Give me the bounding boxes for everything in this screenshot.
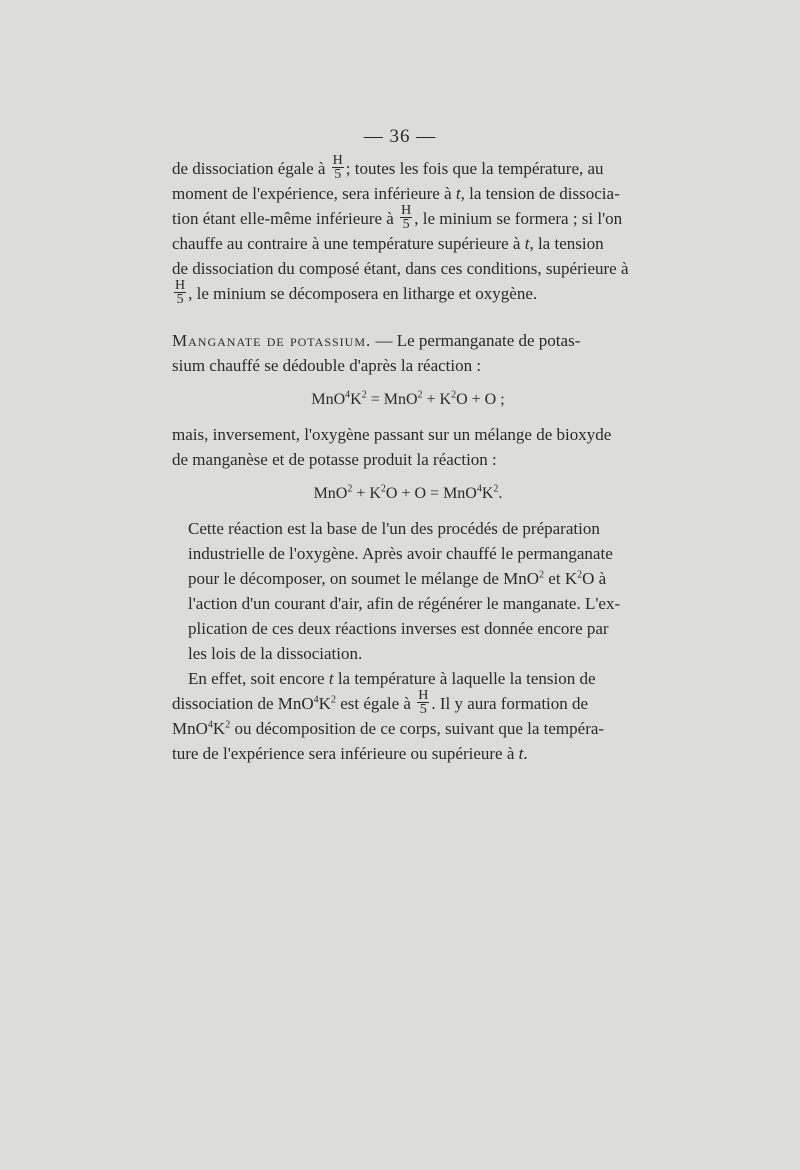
text-run: . — [523, 744, 528, 763]
eq-term: + K — [352, 485, 381, 502]
eq-term: O + O ; — [456, 391, 505, 408]
eq-superscript: 2 — [347, 483, 353, 495]
fraction-numerator: H — [332, 152, 343, 168]
eq-term: . — [498, 485, 503, 502]
text-run: . Il y aura formation de — [431, 694, 589, 713]
text-run: K — [212, 719, 226, 738]
equation-formation — [172, 481, 644, 506]
variable-t: t — [524, 234, 530, 253]
text-line: sium chauffé se dédouble d'après la réaction : — [172, 356, 482, 375]
text-run: et K — [544, 569, 578, 588]
text-line: Cette réaction est la base de l'un des procédés de préparation — [188, 519, 600, 538]
equation-decomposition — [172, 387, 644, 412]
text-run: la température à laquelle la tension de — [333, 669, 596, 688]
fraction-denominator: 5 — [419, 701, 427, 717]
fraction-h-over-5 — [417, 689, 429, 716]
variable-t: t — [455, 184, 461, 203]
text-run: , la tension de dissocia- — [460, 184, 620, 203]
text-line: plication de ces deux réactions inverses est donnée encore par — [188, 619, 609, 638]
text-run: K — [318, 694, 331, 713]
text-run: est égale à — [335, 694, 416, 713]
text-line: les lois de la dissociation. — [188, 644, 363, 663]
text-run: ou décomposition de ce corps, suivant que la tempéra- — [230, 719, 605, 738]
fraction-numerator: H — [175, 277, 186, 293]
text-line — [172, 277, 644, 307]
text-line — [172, 716, 644, 741]
text-run: MnO — [172, 719, 208, 738]
eq-term: + K — [422, 391, 452, 408]
text-line — [172, 687, 644, 717]
text-line: de dissociation du composé étant, dans ces conditions, supérieure à — [172, 259, 629, 278]
text-line — [172, 328, 644, 353]
text-run: O à — [582, 569, 607, 588]
fraction-denominator: 5 — [334, 166, 342, 182]
text-run: dissociation de MnO — [172, 694, 314, 713]
fraction-numerator: H — [401, 202, 412, 218]
text-run: chauffe au contraire à une température supérieure à — [172, 234, 525, 253]
eq-superscript: 2 — [380, 483, 386, 495]
eq-term: O + O = MnO — [385, 485, 477, 502]
eq-term: MnO — [313, 485, 348, 502]
text-run: de dissociation égale à — [172, 159, 330, 178]
eq-term: MnO — [311, 391, 346, 408]
paragraph-industrial — [172, 516, 644, 666]
eq-superscript: 4 — [345, 389, 351, 401]
text-line: l'action d'un courant d'air, afin de régénérer le manganate. L'ex- — [188, 594, 621, 613]
variable-t: t — [518, 744, 524, 763]
text-line — [172, 202, 644, 232]
text-line — [172, 152, 644, 182]
eq-superscript: 2 — [493, 483, 499, 495]
text-run: , le minium se formera ; si l'on — [414, 209, 623, 228]
text-line — [172, 666, 644, 691]
text-line — [172, 741, 644, 766]
eq-term: = MnO — [366, 391, 418, 408]
fraction-h-over-5 — [400, 204, 412, 231]
eq-superscript: 2 — [417, 389, 423, 401]
section-heading: Manganate de potassium. — [172, 331, 372, 350]
eq-superscript: 2 — [451, 389, 457, 401]
text-run: ture de l'expérience sera inférieure ou supérieure à — [172, 744, 519, 763]
superscript: 2 — [577, 569, 583, 581]
paragraph-manganate — [172, 328, 644, 378]
text-line — [172, 231, 644, 256]
text-line: industrielle de l'oxygène. Après avoir chauffé le permanganate — [188, 544, 613, 563]
eq-term: K — [481, 485, 494, 502]
text-run: moment de l'expérience, sera inférieure à — [172, 184, 456, 203]
fraction-h-over-5 — [174, 279, 186, 306]
text-line: de manganèse et de potasse produit la réaction : — [172, 450, 497, 469]
eq-term: K — [350, 391, 362, 408]
text-run: tion étant elle-même inférieure à — [172, 209, 399, 228]
paragraph-effect — [172, 666, 644, 766]
text-run: , le minium se décomposera en litharge et oxygène. — [188, 284, 538, 303]
fraction-denominator: 5 — [176, 291, 184, 307]
text-run: , la tension — [529, 234, 604, 253]
paragraph-inverse — [172, 422, 644, 472]
superscript: 2 — [225, 719, 231, 731]
text-run: ; toutes les fois que la température, au — [345, 159, 604, 178]
text-run: pour le décomposer, on soumet le mélange de MnO — [188, 569, 540, 588]
fraction-denominator: 5 — [402, 216, 410, 232]
fraction-h-over-5 — [332, 154, 344, 181]
eq-superscript: 4 — [476, 483, 482, 495]
eq-superscript: 2 — [361, 389, 367, 401]
text-line — [172, 566, 644, 591]
text-run: En effet, soit encore — [188, 669, 329, 688]
text-run: — Le permanganate de potas- — [371, 331, 581, 350]
fraction-numerator: H — [418, 687, 429, 703]
paragraph-dissociation — [172, 152, 644, 307]
section-gap — [172, 306, 644, 328]
superscript: 2 — [539, 569, 545, 581]
page-number: — 36 — — [363, 126, 437, 147]
superscript: 4 — [313, 694, 319, 706]
superscript: 2 — [330, 694, 336, 706]
text-line: mais, inversement, l'oxygène passant sur un mélange de bioxyde — [172, 425, 612, 444]
superscript: 4 — [207, 719, 213, 731]
variable-t: t — [328, 669, 334, 688]
page-body — [172, 152, 644, 766]
